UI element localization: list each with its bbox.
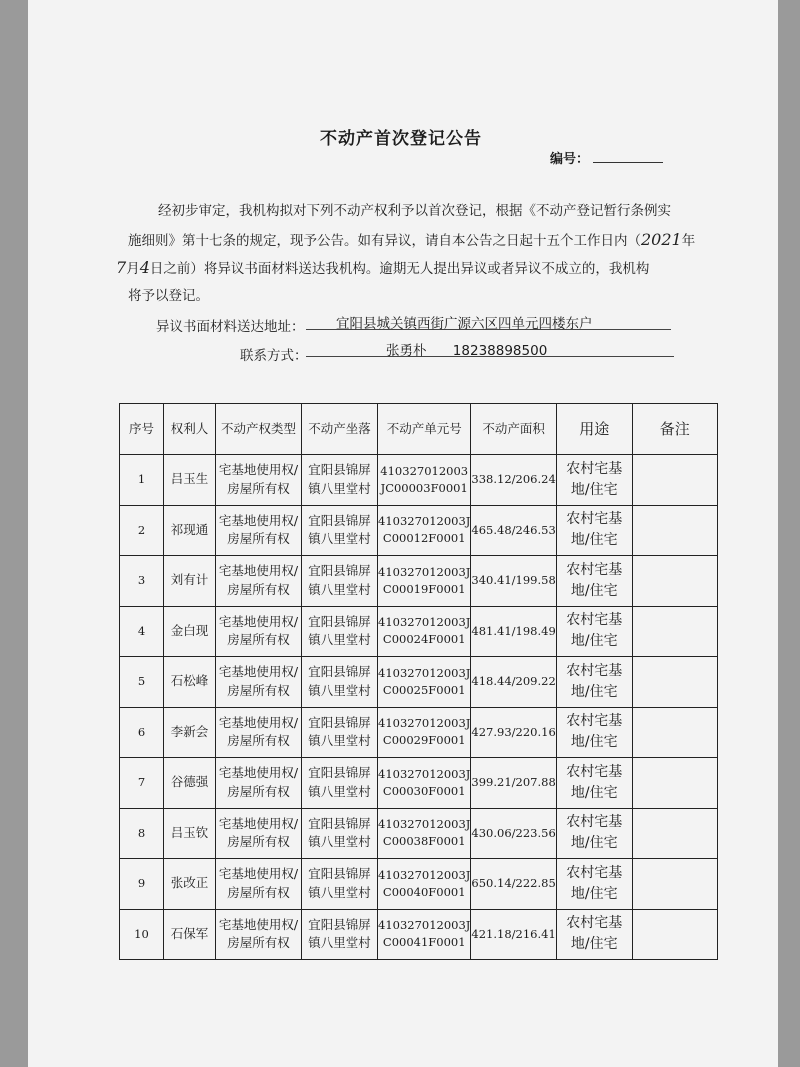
row-number: 10 (134, 926, 149, 941)
area-value: 650.14/222.85 (471, 876, 556, 891)
registration-table (119, 403, 718, 960)
cell-type (216, 707, 302, 758)
contact-label: 联系方式： (240, 348, 308, 364)
use-line-2: 地/住宅 (570, 633, 618, 650)
unit-line-2: C00019F0001 (382, 581, 466, 596)
type-line-2: 房屋所有权 (227, 682, 290, 698)
cell-owner (164, 505, 216, 556)
area-value: 418.44/209.22 (471, 674, 556, 689)
unit-line-2: C00025F0001 (382, 682, 466, 697)
number-blank (593, 150, 663, 163)
cell-unit-no (378, 455, 471, 506)
area-value: 399.21/207.88 (471, 775, 556, 790)
owner-name: 石松峰 (170, 673, 209, 689)
header-note: 备注 (632, 404, 717, 455)
cell-type (216, 657, 302, 708)
location-line-2: 镇八里堂村 (308, 632, 371, 648)
location-line-2: 镇八里堂村 (308, 733, 371, 749)
owner-name: 谷德强 (170, 774, 209, 790)
cell-note (632, 808, 717, 859)
type-line-1: 宅基地使用权/ (218, 714, 299, 730)
location-line-2: 镇八里堂村 (308, 581, 371, 597)
location-line-1: 宜阳县锦屏 (308, 916, 371, 932)
unit-line-1: 410327012003J (378, 817, 471, 831)
paragraph-line-4: 将予以登记。 (128, 288, 209, 304)
cell-area (471, 808, 556, 859)
cell-owner (164, 657, 216, 708)
cell-location (302, 808, 378, 859)
unit-line-1: 410327012003J (378, 766, 471, 781)
paragraph-line-3-text: 日之前）将异议书面材料送达我机构。逾期无人提出异议或者异议不成立的，我机构 (149, 261, 650, 277)
handwritten-month: 7 (116, 258, 127, 277)
location-line-1: 宜阳县锦屏 (308, 563, 371, 578)
use-line-2: 地/住宅 (570, 835, 618, 852)
cell-no (120, 556, 164, 607)
cell-owner (164, 606, 216, 657)
area-value: 481.41/198.49 (471, 623, 556, 638)
cell-location (302, 505, 378, 556)
unit-line-2: C00038F0001 (382, 834, 466, 849)
contact-phone: 18238898500 (452, 343, 548, 359)
cell-owner (164, 808, 216, 859)
unit-line-2: JC00003F0001 (380, 480, 468, 495)
unit-line-1: 410327012003J (378, 514, 471, 528)
use-line-1: 农村宅基 (566, 814, 623, 831)
unit-line-1: 410327012003 (380, 463, 469, 478)
type-line-1: 宅基地使用权/ (218, 512, 299, 528)
location-line-1: 宜阳县锦屏 (308, 664, 371, 679)
unit-line-2: C00024F0001 (382, 632, 466, 647)
owner-name: 张改正 (170, 875, 209, 891)
row-number: 9 (137, 876, 146, 891)
row-number: 3 (137, 573, 146, 588)
cell-no (120, 657, 164, 708)
number-field (550, 148, 663, 167)
use-line-1: 农村宅基 (566, 511, 623, 528)
unit-line-1: 410327012003J (378, 665, 471, 680)
cell-location (302, 707, 378, 758)
cell-area (471, 606, 556, 657)
cell-note (632, 606, 717, 657)
type-line-1: 宅基地使用权/ (218, 815, 299, 831)
paragraph-line-2-text: 施细则》第十七条的规定，现予公告。如有异议，请自本公告之日起十五个工作日内（ (128, 233, 641, 249)
cell-unit-no (378, 606, 471, 657)
type-line-2: 房屋所有权 (227, 531, 290, 547)
table-row (120, 707, 718, 758)
unit-line-2: C00041F0001 (382, 935, 466, 950)
header-no: 序号 (120, 404, 164, 455)
type-line-1: 宅基地使用权/ (218, 462, 299, 477)
header-area: 不动产面积 (471, 404, 556, 455)
use-line-1: 农村宅基 (566, 460, 623, 477)
location-line-1: 宜阳县锦屏 (308, 866, 371, 881)
area-value: 338.12/206.24 (471, 472, 556, 487)
handwritten-day: 4 (139, 258, 150, 277)
location-line-1: 宜阳县锦屏 (308, 714, 371, 730)
cell-no (120, 808, 164, 859)
owner-name: 吕玉生 (170, 471, 209, 487)
use-line-1: 农村宅基 (566, 763, 623, 780)
type-line-1: 宅基地使用权/ (218, 613, 299, 629)
owner-name: 李新会 (170, 723, 209, 739)
cell-note (632, 909, 717, 960)
cell-owner (164, 455, 216, 506)
table-header-row (120, 404, 718, 455)
cell-note (632, 859, 717, 910)
table-row (120, 505, 718, 556)
type-line-2: 房屋所有权 (227, 834, 290, 850)
cell-type (216, 808, 302, 859)
cell-location (302, 455, 378, 506)
use-line-2: 地/住宅 (570, 784, 618, 801)
use-line-1: 农村宅基 (566, 915, 623, 932)
type-line-2: 房屋所有权 (227, 783, 290, 799)
header-use: 用途 (556, 404, 632, 455)
cell-no (120, 505, 164, 556)
cell-location (302, 606, 378, 657)
cell-area (471, 657, 556, 708)
table-row (120, 606, 718, 657)
cell-unit-no (378, 859, 471, 910)
location-line-1: 宜阳县锦屏 (308, 462, 371, 477)
type-line-1: 宅基地使用权/ (218, 916, 299, 932)
cell-unit-no (378, 505, 471, 556)
row-number: 4 (137, 623, 146, 638)
location-line-2: 镇八里堂村 (308, 682, 371, 698)
location-line-2: 镇八里堂村 (308, 884, 371, 900)
cell-owner (164, 859, 216, 910)
owner-name: 吕玉钦 (170, 824, 209, 840)
use-line-2: 地/住宅 (570, 683, 618, 700)
unit-line-1: 410327012003J (378, 918, 471, 932)
cell-use (556, 758, 632, 809)
cell-type (216, 758, 302, 809)
cell-area (471, 909, 556, 960)
type-line-2: 房屋所有权 (227, 884, 290, 900)
cell-note (632, 556, 717, 607)
cell-area (471, 556, 556, 607)
row-number: 6 (137, 724, 146, 739)
page-title: 不动产首次登记公告 (320, 129, 482, 149)
cell-type (216, 859, 302, 910)
cell-note (632, 758, 717, 809)
cell-use (556, 606, 632, 657)
header-location: 不动产坐落 (302, 404, 378, 455)
cell-area (471, 455, 556, 506)
location-line-1: 宜阳县锦屏 (308, 815, 371, 831)
cell-area (471, 707, 556, 758)
area-value: 421.18/216.41 (471, 926, 556, 941)
type-line-1: 宅基地使用权/ (218, 664, 299, 679)
table-row (120, 758, 718, 809)
paragraph-line-2 (128, 230, 696, 249)
area-value: 340.41/199.58 (471, 573, 556, 588)
cell-note (632, 505, 717, 556)
owner-name: 祁现通 (170, 521, 209, 537)
cell-type (216, 909, 302, 960)
cell-use (556, 657, 632, 708)
table-row (120, 808, 718, 859)
cell-no (120, 859, 164, 910)
use-line-2: 地/住宅 (570, 885, 618, 902)
cell-location (302, 556, 378, 607)
cell-owner (164, 707, 216, 758)
cell-unit-no (378, 758, 471, 809)
cell-note (632, 657, 717, 708)
row-number: 1 (137, 472, 146, 487)
type-line-1: 宅基地使用权/ (218, 563, 299, 578)
cell-owner (164, 758, 216, 809)
unit-line-2: C00030F0001 (382, 783, 466, 798)
cell-area (471, 505, 556, 556)
location-line-1: 宜阳县锦屏 (308, 512, 371, 528)
use-line-2: 地/住宅 (570, 582, 618, 599)
area-value: 465.48/246.53 (471, 522, 556, 537)
cell-location (302, 909, 378, 960)
owner-name: 刘有计 (170, 572, 209, 588)
month-suffix: 月 (126, 261, 140, 277)
row-number: 5 (137, 674, 146, 689)
unit-line-1: 410327012003J (378, 615, 471, 629)
location-line-1: 宜阳县锦屏 (308, 613, 371, 629)
cell-no (120, 909, 164, 960)
type-line-2: 房屋所有权 (227, 480, 290, 496)
type-line-2: 房屋所有权 (227, 632, 290, 648)
cell-type (216, 606, 302, 657)
row-number: 8 (137, 825, 146, 840)
cell-area (471, 859, 556, 910)
cell-use (556, 859, 632, 910)
table-row (120, 859, 718, 910)
address-label: 异议书面材料送达地址： (156, 319, 305, 335)
location-line-2: 镇八里堂村 (308, 834, 371, 850)
cell-location (302, 657, 378, 708)
handwritten-year: 2021 (641, 230, 682, 249)
header-owner: 权利人 (164, 404, 216, 455)
contact-name: 张勇朴 (386, 343, 427, 359)
paragraph-line-1: 经初步审定，我机构拟对下列不动产权利予以首次登记，根据《不动产登记暂行条例实 (158, 203, 671, 219)
row-number: 2 (137, 522, 146, 537)
unit-line-1: 410327012003J (378, 867, 471, 882)
location-line-2: 镇八里堂村 (308, 531, 371, 547)
cell-area (471, 758, 556, 809)
cell-use (556, 909, 632, 960)
type-line-1: 宅基地使用权/ (218, 765, 299, 780)
contact-value (306, 339, 674, 357)
table-row (120, 657, 718, 708)
cell-note (632, 707, 717, 758)
header-unit-no: 不动产单元号 (378, 404, 471, 455)
use-line-2: 地/住宅 (570, 936, 618, 953)
use-line-2: 地/住宅 (570, 532, 618, 549)
unit-line-2: C00012F0001 (382, 531, 466, 546)
type-line-2: 房屋所有权 (227, 935, 290, 951)
cell-use (556, 707, 632, 758)
area-value: 430.06/223.56 (471, 825, 556, 840)
cell-use (556, 808, 632, 859)
cell-location (302, 758, 378, 809)
paragraph-line-3 (116, 258, 656, 277)
cell-use (556, 556, 632, 607)
cell-type (216, 455, 302, 506)
use-line-1: 农村宅基 (566, 662, 623, 679)
cell-use (556, 505, 632, 556)
table-row (120, 455, 718, 506)
owner-name: 金白现 (170, 622, 209, 638)
type-line-1: 宅基地使用权/ (218, 866, 299, 881)
cell-note (632, 455, 717, 506)
type-line-2: 房屋所有权 (227, 581, 290, 597)
location-line-2: 镇八里堂村 (308, 935, 371, 951)
cell-type (216, 556, 302, 607)
location-line-1: 宜阳县锦屏 (308, 765, 371, 780)
cell-no (120, 758, 164, 809)
unit-line-1: 410327012003J (378, 716, 471, 730)
cell-unit-no (378, 556, 471, 607)
location-line-2: 镇八里堂村 (308, 480, 371, 496)
document-page (28, 0, 778, 1067)
area-value: 427.93/220.16 (471, 724, 556, 739)
use-line-1: 农村宅基 (566, 864, 623, 881)
cell-unit-no (378, 808, 471, 859)
cell-no (120, 707, 164, 758)
cell-no (120, 606, 164, 657)
cell-unit-no (378, 657, 471, 708)
cell-location (302, 859, 378, 910)
use-line-1: 农村宅基 (566, 561, 623, 578)
use-line-1: 农村宅基 (566, 612, 623, 629)
unit-line-2: C00029F0001 (382, 733, 466, 748)
use-line-2: 地/住宅 (570, 481, 618, 498)
location-line-2: 镇八里堂村 (308, 783, 371, 799)
unit-line-2: C00040F0001 (382, 884, 466, 899)
use-line-1: 农村宅基 (566, 713, 623, 730)
cell-owner (164, 909, 216, 960)
number-label: 编号： (550, 152, 590, 167)
use-line-2: 地/住宅 (570, 734, 618, 751)
cell-no (120, 455, 164, 506)
year-suffix: 年 (681, 233, 696, 249)
header-type: 不动产权类型 (216, 404, 302, 455)
cell-unit-no (378, 909, 471, 960)
cell-use (556, 455, 632, 506)
row-number: 7 (137, 775, 146, 790)
cell-owner (164, 556, 216, 607)
cell-type (216, 505, 302, 556)
table-row (120, 556, 718, 607)
unit-line-1: 410327012003J (378, 564, 471, 579)
type-line-2: 房屋所有权 (227, 733, 290, 749)
owner-name: 石保军 (170, 925, 209, 941)
address-value: 宜阳县城关镇西街广源六区四单元四楼东户 (306, 312, 671, 330)
cell-unit-no (378, 707, 471, 758)
table-row (120, 909, 718, 960)
table-body (120, 455, 718, 960)
